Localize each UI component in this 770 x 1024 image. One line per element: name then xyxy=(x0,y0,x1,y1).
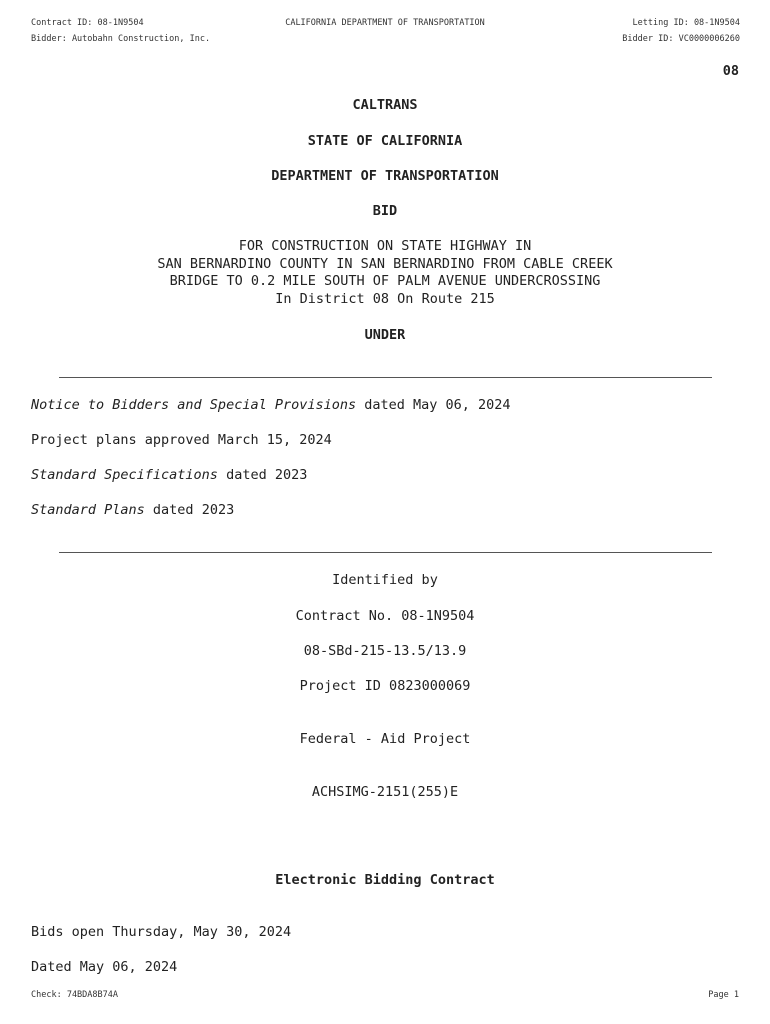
title-bid: BID xyxy=(372,203,398,219)
title-caltrans: CALTRANS xyxy=(352,97,418,113)
bids-open: Bids open Thursday, May 30, 2024 xyxy=(31,924,292,940)
district-number: 08 xyxy=(722,63,739,79)
construction-line-1: FOR CONSTRUCTION ON STATE HIGHWAY IN xyxy=(238,238,532,254)
divider-bottom xyxy=(59,552,712,553)
location-code: 08-SBd-215-13.5/13.9 xyxy=(303,643,467,659)
divider-top xyxy=(59,377,712,378)
page-number: Page 1 xyxy=(708,990,739,1000)
std-plans-title: Standard Plans xyxy=(31,502,145,518)
construction-line-2: SAN BERNARDINO COUNTY IN SAN BERNARDINO FROM CABLE CREEK xyxy=(157,256,613,272)
specs-line xyxy=(31,467,307,483)
specs-date: dated 2023 xyxy=(217,467,308,483)
contract-number: Contract No. 08-1N9504 xyxy=(295,608,475,624)
project-id: Project ID 0823000069 xyxy=(299,678,471,694)
title-department: DEPARTMENT OF TRANSPORTATION xyxy=(271,168,499,184)
letting-id: Letting ID: 08-1N9504 xyxy=(632,18,740,28)
identified-by: Identified by xyxy=(332,572,438,588)
specs-title: Standard Specifications xyxy=(31,467,218,483)
dated: Dated May 06, 2024 xyxy=(31,959,178,975)
check-code: Check: 74BDA8B74A xyxy=(31,990,118,1000)
construction-line-4: In District 08 On Route 215 xyxy=(275,291,495,307)
notice-title: Notice to Bidders and Special Provisions xyxy=(31,397,357,413)
construction-line-3: BRIDGE TO 0.2 MILE SOUTH OF PALM AVENUE UNDERCROSSING xyxy=(169,273,601,289)
federal-aid: Federal - Aid Project xyxy=(299,731,471,747)
bidder-name: Bidder: Autobahn Construction, Inc. xyxy=(31,34,211,44)
notice-date: dated May 06, 2024 xyxy=(356,397,511,413)
under-label: UNDER xyxy=(364,327,406,343)
plans-line: Project plans approved March 15, 2024 xyxy=(31,432,332,448)
electronic-bidding-title: Electronic Bidding Contract xyxy=(275,872,495,888)
title-state: STATE OF CALIFORNIA xyxy=(307,133,463,149)
std-plans-date: dated 2023 xyxy=(144,502,235,518)
std-plans-line xyxy=(31,502,234,518)
notice-line xyxy=(31,397,511,413)
header-department: CALIFORNIA DEPARTMENT OF TRANSPORTATION xyxy=(285,18,485,28)
bidder-id: Bidder ID: VC0000006260 xyxy=(622,34,740,44)
federal-project-number: ACHSIMG-2151(255)E xyxy=(311,784,459,800)
contract-id: Contract ID: 08-1N9504 xyxy=(31,18,144,28)
